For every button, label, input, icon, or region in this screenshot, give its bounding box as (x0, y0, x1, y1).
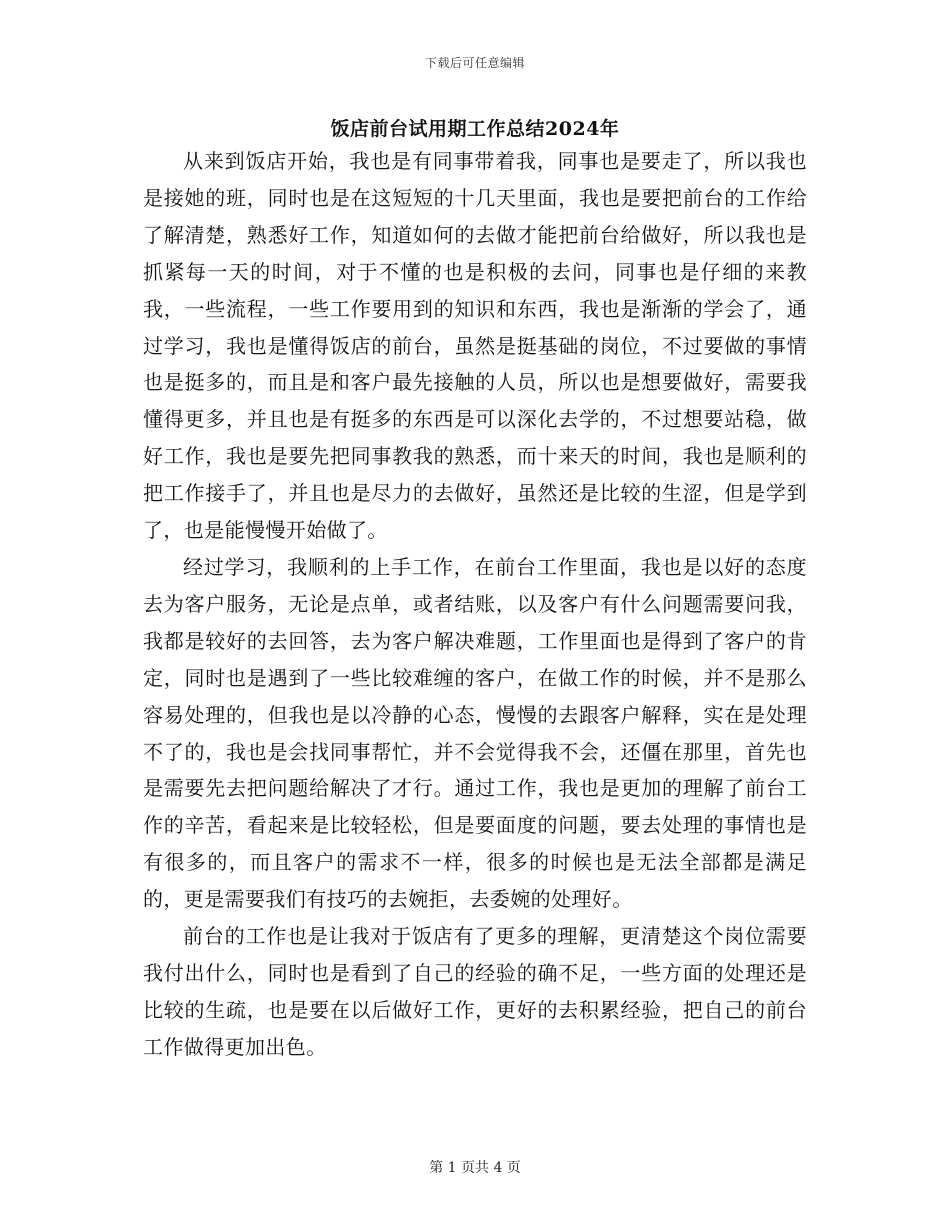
paragraph-2: 经过学习，我顺利的上手工作，在前台工作里面，我也是以好的态度去为客户服务，无论是点单，或者结账，以及客户有什么问题需要问我，我都是较好的去回答，去为客户解决难题，工作里面也是得到了客户的肯定，同时也是遇到了一些比较难缠的客户，在做工作的时候，并不是那么容易处理的，但我也是以冷静的心态，慢慢的去跟客户解释，实在是处理不了的，我也是会找同事帮忙，并不会觉得我不会，还僵在那里，首先也是需要先去把问题给解决了才行。通过工作，我也是更加的理解了前台工作的辛苦，看起来是比较轻松，但是要面度的问题，要去处理的事情也是有很多的，而且客户的需求不一样，很多的时候也是无法全部都是满足的，更是需要我们有技巧的去婉拒，去委婉的处理好。 (143, 554, 807, 912)
paragraph-1: 从来到饭店开始，我也是有同事带着我，同事也是要走了，所以我也是接她的班，同时也是在这短短的十几天里面，我也是要把前台的工作给了解清楚，熟悉好工作，知道如何的去做才能把前台给做好，所以我也是抓紧每一天的时间，对于不懂的也是积极的去问，同事也是仔细的来教我，一些流程，一些工作要用到的知识和东西，我也是渐渐的学会了，通过学习，我也是懂得饭店的前台，虽然是挺基础的岗位，不过要做的事情也是挺多的，而且是和客户最先接触的人员，所以也是想要做好，需要我懂得更多，并且也是有挺多的东西是可以深化去学的，不过想要站稳，做好工作，我也是要先把同事教我的熟悉，而十来天的时间，我也是顺利的把工作接手了，并且也是尽力的去做好，虽然还是比较的生涩，但是学到了，也是能慢慢开始做了。 (143, 149, 807, 543)
document-title: 饭店前台试用期工作总结2024年 (330, 118, 620, 140)
header-note: 下载后可任意编辑 (424, 56, 525, 70)
paragraph-3: 前台的工作也是让我对于饭店有了更多的理解，更清楚这个岗位需要我付出什么，同时也是看到了自己的经验的确不足，一些方面的处理还是比较的生疏，也是要在以后做好工作，更好的去积累经验，把自己的前台工作做得更加出色。 (143, 924, 807, 1059)
page-footer: 第 1 页共 4 页 (429, 1160, 521, 1176)
document-body (143, 143, 807, 1066)
